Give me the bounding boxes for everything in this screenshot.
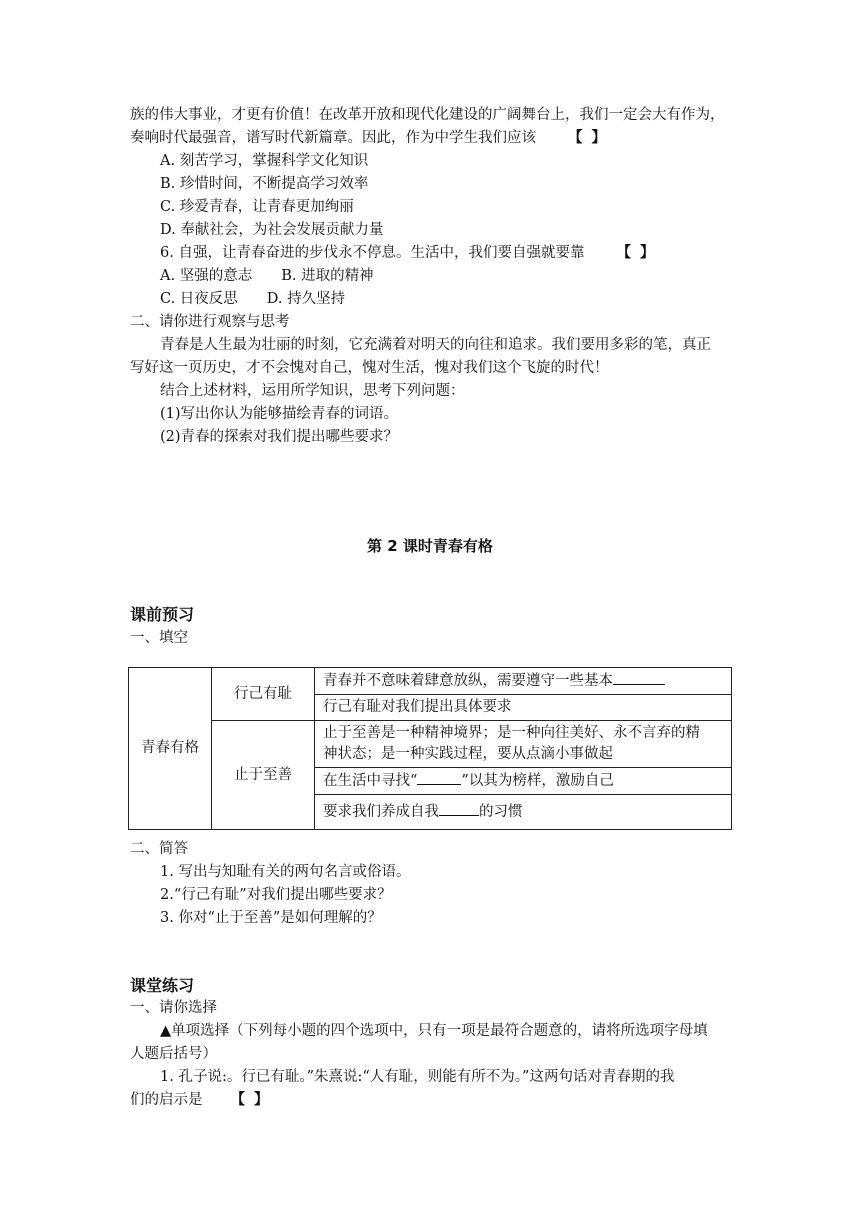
option-b: B. 珍惜时间，不断提高学习效率 xyxy=(160,176,369,192)
material-line: 写好这一页历史，才不会愧对自己，愧对生活，愧对我们这个飞旋的时代！ xyxy=(130,360,609,376)
question-text: 们的启示是 xyxy=(130,1092,203,1108)
fill-heading: 一、填空 xyxy=(130,630,188,646)
fill-in-table xyxy=(128,667,732,830)
section-heading: 二、请你进行观察与思考 xyxy=(130,314,290,330)
answer-bracket: 【 】 xyxy=(616,244,657,261)
table-root-cell: 青春有格 xyxy=(129,668,212,830)
question-text: 奏响时代最强音，谱写时代新篇章。因此，作为中学生我们应该 xyxy=(130,130,536,146)
question-text: 6. 自强，让青春奋进的步伐永不停息。生活中，我们要自强就要靠 xyxy=(160,245,585,261)
sub-question-2: (2)青春的探索对我们提出哪些要求？ xyxy=(160,429,399,445)
option-a: A. 刻苦学习，掌握科学文化知识 xyxy=(160,153,369,169)
table-cell: 青春并不意味着肆意放纵，需要遵守一些基本 xyxy=(315,668,732,695)
table-cell: 在生活中寻找“ ”以其为榜样，激励自己 xyxy=(315,768,732,795)
table-group-cell: 止于至善 xyxy=(212,721,315,830)
short-question-3: 3. 你对“止于至善”是如何理解的？ xyxy=(160,910,382,926)
table-cell: 止于至善是一种精神境界；是一种向往美好、永不言弃的精 神状态；是一种实践过程，要从点滴小事做起 xyxy=(315,721,732,768)
instruction-line: 人题后括号） xyxy=(130,1046,217,1062)
table-cell: 行己有耻对我们提出具体要求 xyxy=(315,695,732,721)
table-cell: 要求我们养成自我 的习惯 xyxy=(315,795,732,830)
table-group-cell: 行己有耻 xyxy=(212,668,315,721)
short-answer-heading: 二、简答 xyxy=(130,841,188,857)
paragraph-line xyxy=(130,127,608,149)
question-1-cont xyxy=(130,1089,271,1111)
short-question-1: 1. 写出与知耻有关的两句名言或俗语。 xyxy=(160,864,411,880)
classwork-heading: 课堂练习 xyxy=(130,976,195,995)
paragraph-line: 族的伟大事业，才更有价值！在改革开放和现代化建设的广阔舞台上，我们一定会大有作为， xyxy=(130,107,725,123)
answer-bracket: 【 】 xyxy=(568,129,609,146)
short-question-2: 2.“行己有耻”对我们提出哪些要求？ xyxy=(160,887,392,903)
q6-options-cd: C. 日夜反思 D. 持久坚持 xyxy=(160,291,346,307)
material-line: 青春是人生最为壮丽的时刻，它充满着对明天的向往和追求。我们要用多彩的笔，真正 xyxy=(160,337,711,353)
question-1: 1. 孔子说:。行已有耻。”朱熹说:“人有耻，则能有所不为。”这两句话对青春期的我 xyxy=(160,1069,675,1085)
blank-line[interactable] xyxy=(613,670,665,685)
preview-heading: 课前预习 xyxy=(130,605,195,624)
sub-question-1: (1)写出你认为能够描绘青春的词语。 xyxy=(160,406,399,422)
instruction-line: ▲单项选择（下列每小题的四个选项中，只有一项是最符合题意的，请将所选项字母填 xyxy=(160,1023,708,1039)
instruction-line: 结合上述材料，运用所学知识，思考下列问题： xyxy=(160,383,465,399)
choose-heading: 一、请你选择 xyxy=(130,1000,217,1016)
blank-line[interactable] xyxy=(439,801,479,816)
lesson-title: 第 2 课时青春有格 xyxy=(367,537,493,555)
option-c: C. 珍爱青春，让青春更加绚丽 xyxy=(160,199,354,215)
blank-line[interactable] xyxy=(417,770,461,785)
option-d: D. 奉献社会，为社会发展贡献力量 xyxy=(160,222,384,238)
question-6 xyxy=(160,242,657,264)
q6-options-ab: A. 坚强的意志 B. 进取的精神 xyxy=(160,268,374,284)
answer-bracket: 【 】 xyxy=(230,1091,271,1108)
